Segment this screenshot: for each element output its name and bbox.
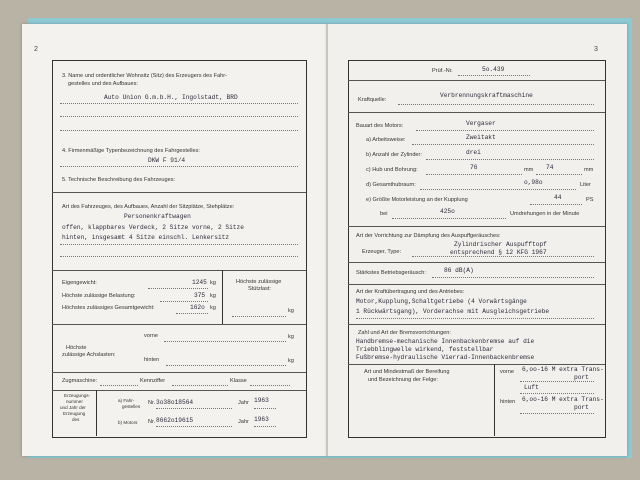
support-load-unit: kg xyxy=(288,308,294,314)
max-power-unit: PS xyxy=(586,197,594,203)
sec4-label: 4. Firmenmäßige Typenbezeichnung des Fahrgestelles: xyxy=(62,148,200,154)
empty-weight-value: 1245 xyxy=(192,279,207,286)
total-weight-label: Höchstes zulässiges Gesamtgewicht: xyxy=(62,305,155,311)
axle-front-unit: kg xyxy=(288,334,294,340)
max-power-value: 44 xyxy=(554,194,562,201)
brakes-label: Zahl und Art der Bremsvorrichtungen: xyxy=(358,330,451,336)
drivetrain-value-line1: Motor,Kupplung,Schaltgetriebe (4 Vorwärtsgänge xyxy=(356,298,527,305)
power-source-label: Kraftquelle: xyxy=(358,97,387,103)
cylinders-value: drei xyxy=(466,149,481,156)
payload-unit: kg xyxy=(210,293,216,299)
vehicle-type-line1: Personenkraftwagen xyxy=(124,213,191,220)
engine-label: b) Motors xyxy=(118,420,138,425)
bore-value: 74 xyxy=(546,164,554,171)
engine-year: 1963 xyxy=(254,416,269,423)
chassis-year: 1963 xyxy=(254,397,269,404)
tyres-rear-value: 6,oo-16 M extra Trans- xyxy=(522,396,604,403)
displacement-unit: Liter xyxy=(580,182,591,188)
total-weight-unit: kg xyxy=(210,305,216,311)
chassis-number: 3o38o18564 xyxy=(156,399,194,406)
chassis-label: a) Fahr- xyxy=(118,398,135,403)
tractor-label: Zugmaschine: xyxy=(62,378,98,384)
tyres-front-value: 6,oo-16 M extra Trans- xyxy=(522,366,604,373)
axle-rear-label: hinten xyxy=(144,357,160,363)
production-number-label-2: nummer xyxy=(66,399,83,404)
booklet-spine xyxy=(326,24,328,456)
production-number-label: Erzeugungs- xyxy=(64,393,91,398)
chassis-year-label: Jahr xyxy=(238,400,249,406)
muffler-value-line2: entsprechend § 12 KFG 1967 xyxy=(450,249,547,256)
engine-number: 8662o19615 xyxy=(156,417,194,424)
noise-label: Stärkstes Betriebsgeräusch: xyxy=(356,270,426,276)
sec3-label-cont: gestelles und des Aufbaues: xyxy=(68,81,138,87)
rpm-prefix: bei xyxy=(380,211,388,217)
stroke-value: 76 xyxy=(470,164,478,171)
chassis-nr-label: Nr. xyxy=(148,400,156,406)
left-page-number: 2 xyxy=(34,46,38,53)
production-number-label-5: des xyxy=(72,417,80,422)
vehicle-type-line2: offen, klappbares Verdeck, 2 Sitze vorne, 2 Sitze xyxy=(62,224,244,231)
class-label: Klasse xyxy=(230,378,247,384)
empty-weight-unit: kg xyxy=(210,280,216,286)
production-number-label-3: und Jahr der xyxy=(60,405,86,410)
rpm-value: 425o xyxy=(440,208,455,215)
tyres-rear-label: hinten xyxy=(500,399,516,405)
engine-type-label: Bauart des Motors: xyxy=(356,123,404,129)
tyres-label-cont: und Bezeichnung der Felge: xyxy=(368,377,438,383)
vehicle-type-line3: hinten, insgesamt 4 Sitze einschl. Lenkersitz xyxy=(62,234,230,241)
cycle-value: Zweitakt xyxy=(466,134,496,141)
right-page-number: 3 xyxy=(594,46,598,53)
brakes-value-line2: Triebblingwelle wirkend, feststellbar xyxy=(356,346,494,353)
drivetrain-label: Art der Kraftübertragung und des Antriebes: xyxy=(356,289,465,295)
axle-load-label: Höchste xyxy=(66,345,87,351)
type-value: DKW F 91/4 xyxy=(148,157,186,164)
displacement-label: d) Gesamthubraum: xyxy=(366,182,416,188)
displacement-value: o,98o xyxy=(524,179,543,186)
payload-label: Höchste zulässige Belastung: xyxy=(62,293,136,299)
rim-value: Luft xyxy=(524,384,539,391)
max-power-label: e) Größte Motorleistung an der Kupplung xyxy=(366,197,468,203)
bore-unit: mm xyxy=(584,167,594,173)
manufacturer-value: Auto Union G.m.b.H., Ingolstadt, BRD xyxy=(104,94,238,101)
vehicle-type-label: Art des Fahrzeuges, des Aufbaues, Anzahl der Sitzplätze, Stehplätze: xyxy=(62,204,235,210)
engine-year-label: Jahr xyxy=(238,419,249,425)
engine-type-value: Vergaser xyxy=(466,120,496,127)
tyres-front-label: vorne xyxy=(500,369,514,375)
muffler-maker-label: Erzeuger, Type: xyxy=(362,249,402,255)
rpm-unit: Umdrehungen in der Minute xyxy=(510,211,580,217)
axle-load-label-cont: zulässige Achslasten: xyxy=(62,352,116,358)
tyres-label: Art und Mindestmaß der Bereifung xyxy=(364,369,450,375)
muffler-label: Art der Vorrichtung zur Dämpfung des Auspuffgeräusches: xyxy=(356,233,501,239)
brakes-value-line3: Fußbremse-hydraulische Vierrad-Innenbackenbremse xyxy=(356,354,535,361)
empty-weight-label: Eigengewicht: xyxy=(62,280,97,286)
support-load-label-cont: Stützlast: xyxy=(248,286,272,292)
drivetrain-value-line2: 1 Rückwärtsgang), Vorderachse mit Ausgleichsgetriebe xyxy=(356,308,550,315)
muffler-value-line1: Zylindrischer Auspufftopf xyxy=(454,241,547,248)
code-label: Kennziffer xyxy=(140,378,166,384)
chassis-label-cont: gestelles xyxy=(122,404,141,409)
noise-value: 86 dB(A) xyxy=(444,267,474,274)
tyres-rear-value-cont: port xyxy=(574,404,589,411)
support-load-label: Höchste zulässige xyxy=(236,279,282,285)
test-number-label: Prüf.-Nr. xyxy=(432,68,453,74)
axle-front-label: vorne xyxy=(144,333,158,339)
axle-rear-unit: kg xyxy=(288,358,294,364)
total-weight-value: 162o xyxy=(190,304,205,311)
stroke-bore-label: c) Hub und Bohrung: xyxy=(366,167,418,173)
sec3-label: 3. Name und ordentlicher Wohnsitz (Sitz) des Erzeugers des Fahr- xyxy=(62,73,227,79)
cycle-label: a) Arbeitsweise: xyxy=(366,137,406,143)
engine-nr-label: Nr. xyxy=(148,419,156,425)
power-source-value: Verbrennungskraftmaschine xyxy=(440,92,533,99)
brakes-value-line1: Handbremse-mechanische Innenbackenbremse auf die xyxy=(356,338,535,345)
cylinders-label: b) Anzahl der Zylinder: xyxy=(366,152,422,158)
tyres-front-value-cont: port xyxy=(574,374,589,381)
stroke-unit: mm xyxy=(524,167,534,173)
payload-value: 375 xyxy=(194,292,206,299)
sec5-label: 5. Technische Beschreibung des Fahrzeuges: xyxy=(62,177,176,183)
production-number-label-4: Erzeugung xyxy=(63,411,86,416)
test-number-value: 5o.439 xyxy=(482,66,505,73)
